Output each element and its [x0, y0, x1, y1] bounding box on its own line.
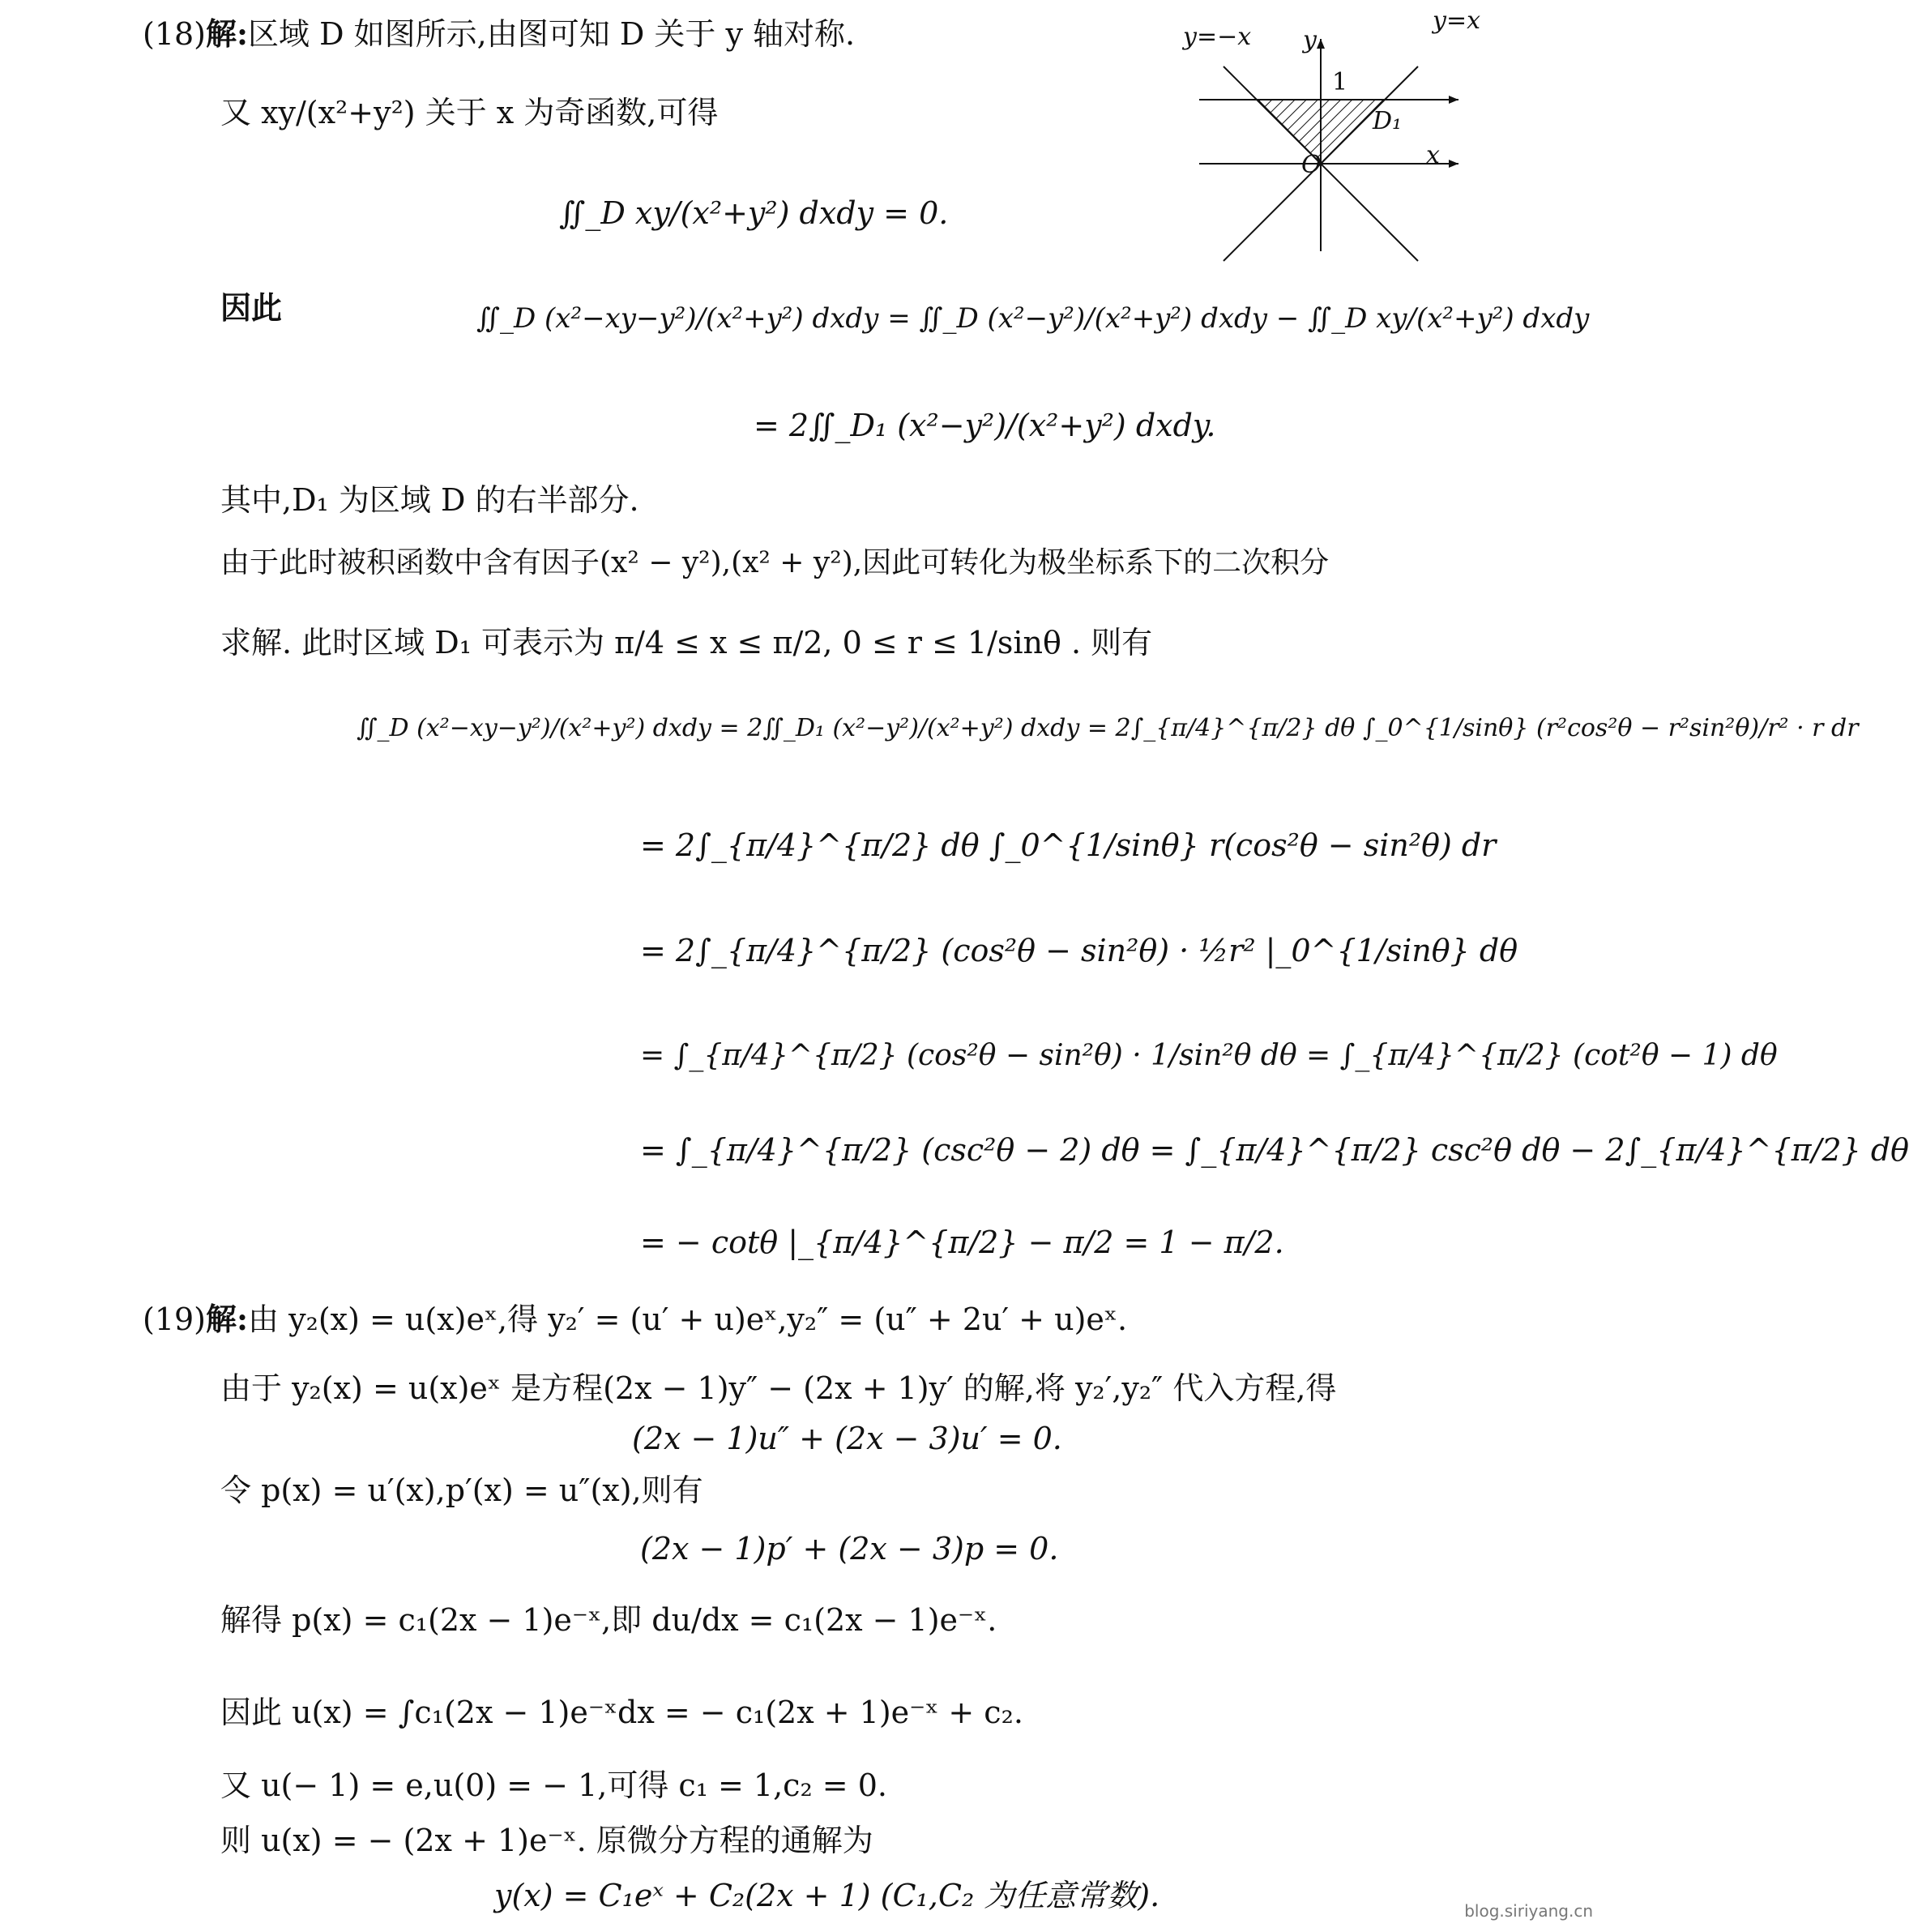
q18-eq9: = − cotθ |_{π/4}^{π/2} − π/2 = 1 − π/2.: [640, 1225, 1284, 1260]
q19-number: (19): [143, 1302, 207, 1337]
q18-line3: 其中,D₁ 为区域 D 的右半部分.: [220, 482, 639, 518]
q18-eq7: = ∫_{π/4}^{π/2} (cos²θ − sin²θ) · 1/sin²θ dθ = ∫_{π/4}^{π/2} (cot²θ − 1) dθ: [640, 1039, 1778, 1072]
q19-line7: 则 u(x) = − (2x + 1)e⁻ˣ. 原微分方程的通解为: [220, 1823, 873, 1858]
label-y-x: y=x: [1433, 6, 1481, 35]
label-one: 1: [1332, 68, 1348, 96]
label-y-axis: y: [1303, 26, 1317, 54]
region-d-figure: [1183, 16, 1475, 259]
label-region-d1: D₁: [1373, 107, 1403, 135]
q18-therefore: 因此: [220, 289, 283, 326]
q18-eq6: = 2∫_{π/4}^{π/2} (cos²θ − sin²θ) · ½r² |_0^{1/sinθ} dθ: [640, 933, 1518, 968]
q19-eq2: (2x − 1)p′ + (2x − 3)p = 0.: [640, 1531, 1059, 1567]
q19-header: [143, 1300, 1127, 1340]
label-y-neg-x: y=−x: [1183, 23, 1252, 51]
label-x-axis: x: [1426, 141, 1440, 169]
x-axis-arrow: [1449, 160, 1458, 168]
q18-header: [143, 15, 855, 54]
q18-eq2: ∬_D (x²−xy−y²)/(x²+y²) dxdy = ∬_D (x²−y²)/(x²+y²) dxdy − ∬_D xy/(x²+y²) dxdy: [476, 302, 1590, 335]
q19-line3: 令 p(x) = u′(x),p′(x) = u″(x),则有: [220, 1473, 703, 1508]
q18-line5: 求解. 此时区域 D₁ 可表示为 π/4 ≤ x ≤ π/2, 0 ≤ r ≤ 1/sinθ . 则有: [220, 625, 1153, 660]
q19-eq3: y(x) = C₁eˣ + C₂(2x + 1) (C₁,C₂ 为任意常数).: [494, 1878, 1160, 1913]
q18-eq4: ∬_D (x²−xy−y²)/(x²+y²) dxdy = 2∬_D₁ (x²−y²)/(x²+y²) dxdy = 2∫_{π/4}^{π/2} dθ ∫_0^{1/sinθ} (r²cos²θ − r²sin²θ)/r² · r dr: [357, 714, 1859, 742]
q18-line1: 区域 D 如图所示,由图可知 D 关于 y 轴对称.: [248, 16, 856, 52]
q18-eq5: = 2∫_{π/4}^{π/2} dθ ∫_0^{1/sinθ} r(cos²θ − sin²θ) dr: [640, 827, 1497, 863]
q19-line2: 由于 y₂(x) = u(x)eˣ 是方程(2x − 1)y″ − (2x + 1)y′ 的解,将 y₂′,y₂″ 代入方程,得: [220, 1370, 1337, 1406]
q18-line4: 由于此时被积函数中含有因子(x² − y²),(x² + y²),因此可转化为极坐标系下的二次积分: [220, 546, 1330, 579]
q18-eq3: = 2∬_D₁ (x²−y²)/(x²+y²) dxdy.: [754, 408, 1216, 443]
q19-line4: 解得 p(x) = c₁(2x − 1)e⁻ˣ,即 du/dx = c₁(2x − 1)e⁻ˣ.: [220, 1602, 997, 1638]
q18-eq1: ∬_D xy/(x²+y²) dxdy = 0.: [559, 195, 949, 231]
q19-eq1: (2x − 1)u″ + (2x − 3)u′ = 0.: [632, 1421, 1062, 1456]
label-origin: O: [1301, 151, 1322, 179]
y-axis-arrow: [1317, 39, 1325, 49]
q18-solve-label: 解:: [206, 15, 249, 52]
y1-line-arrow: [1449, 96, 1458, 104]
q19-solve-label: 解:: [206, 1301, 249, 1337]
q19-line6: 又 u(− 1) = e,u(0) = − 1,可得 c₁ = 1,c₂ = 0.: [220, 1767, 887, 1803]
q19-line5: 因此 u(x) = ∫c₁(2x − 1)e⁻ˣdx = − c₁(2x + 1)e⁻ˣ + c₂.: [220, 1695, 1023, 1730]
watermark: blog.siriyang.cn: [1464, 1901, 1593, 1921]
q19-line1: 由 y₂(x) = u(x)eˣ,得 y₂′ = (u′ + u)eˣ,y₂″ = (u″ + 2u′ + u)eˣ.: [248, 1302, 1128, 1337]
q18-eq8: = ∫_{π/4}^{π/2} (csc²θ − 2) dθ = ∫_{π/4}^{π/2} csc²θ dθ − 2∫_{π/4}^{π/2} dθ: [640, 1132, 1909, 1168]
q18-number: (18): [143, 16, 207, 52]
q18-line2: 又 xy/(x²+y²) 关于 x 为奇函数,可得: [220, 95, 719, 130]
